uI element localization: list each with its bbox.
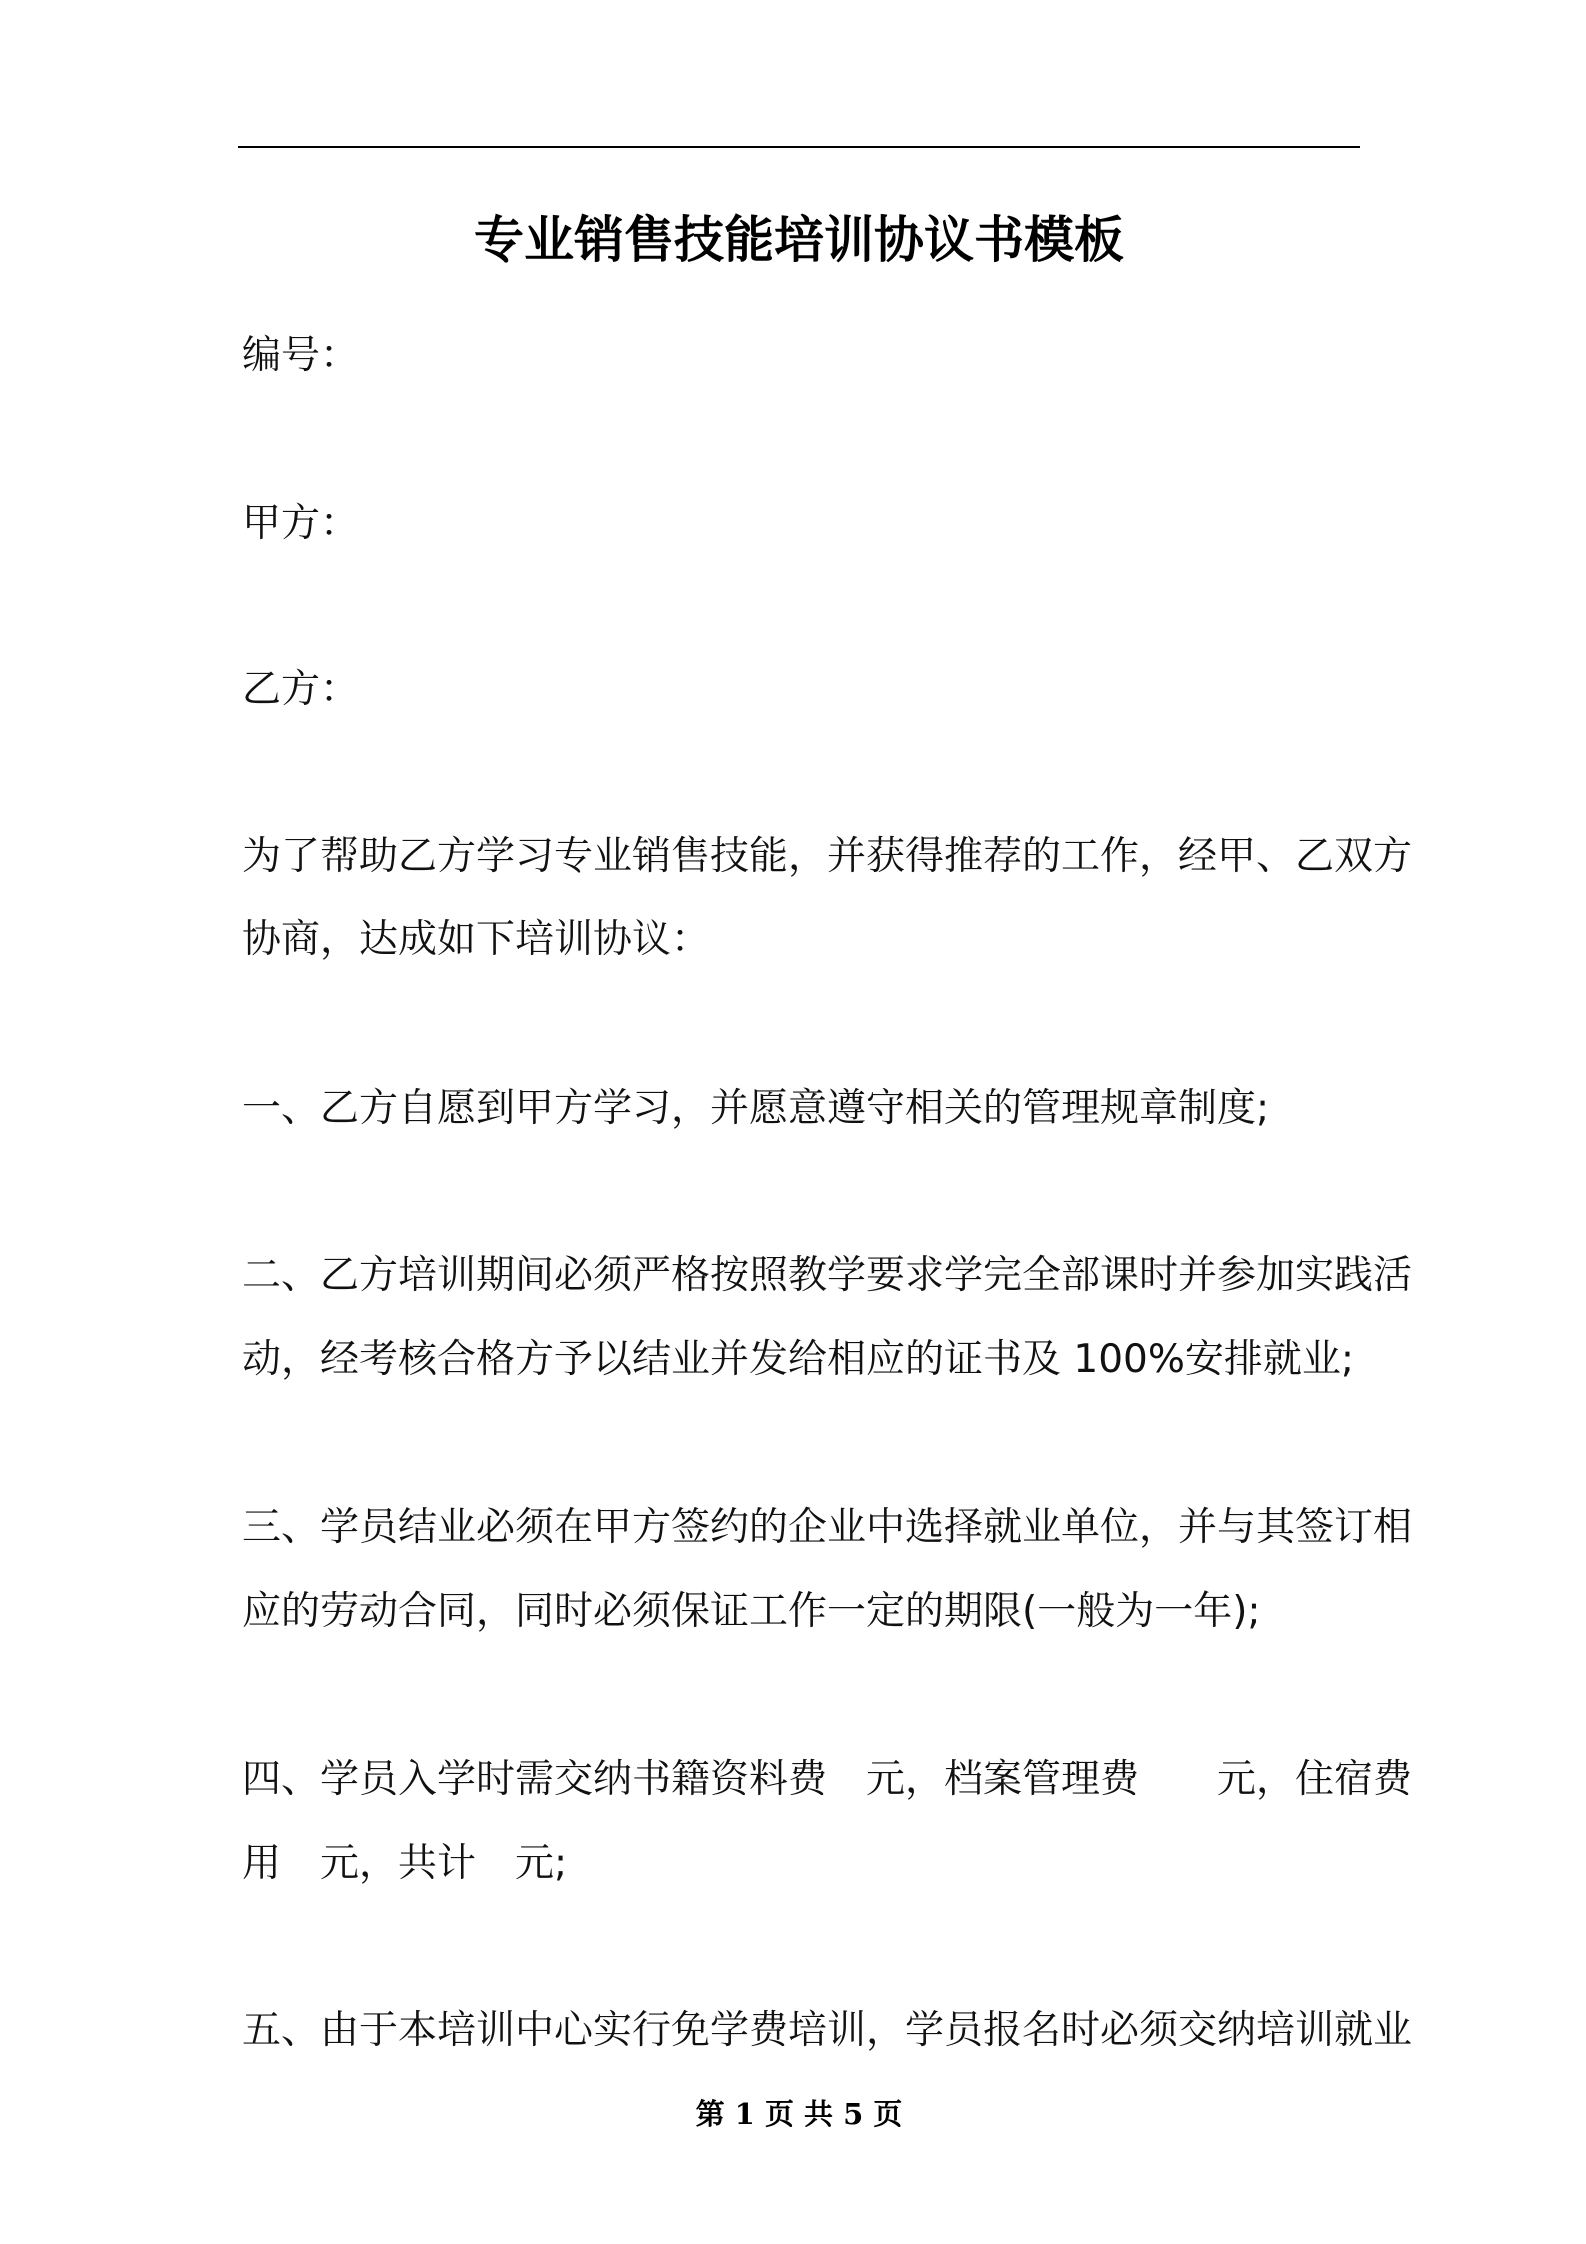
- clause-line: 一、乙方自愿到甲方学习，并愿意遵守相关的管理规章制度;: [242, 1086, 1270, 1131]
- party-b-label: 乙方：: [242, 667, 360, 712]
- clause-line: 四、学员入学时需交纳书籍资料费 元，档案管理费 元，住宿费: [242, 1757, 1413, 1802]
- intro-line: 协商，达成如下培训协议：: [242, 917, 711, 962]
- clause-line: 应的劳动合同，同时必须保证工作一定的期限(一般为一年);: [242, 1589, 1261, 1634]
- clause-line: 三、学员结业必须在甲方签约的企业中选择就业单位，并与其签订相: [242, 1505, 1413, 1550]
- number-label: 编号：: [242, 333, 360, 378]
- page-footer: 第 1 页 共 5 页: [695, 2097, 903, 2131]
- clause-line: 二、乙方培训期间必须严格按照教学要求学完全部课时并参加实践活: [242, 1253, 1413, 1298]
- clause-line: 用 元，共计 元;: [242, 1841, 568, 1886]
- intro-line: 为了帮助乙方学习专业销售技能，并获得推荐的工作，经甲、乙双方: [242, 834, 1413, 879]
- clause-line: 五、由于本培训中心实行免学费培训，学员报名时必须交纳培训就业: [242, 2008, 1413, 2053]
- party-a-label: 甲方：: [242, 501, 360, 546]
- header-rule: [238, 146, 1360, 148]
- clause-line: 动，经考核合格方予以结业并发给相应的证书及 100%安排就业;: [242, 1337, 1355, 1382]
- document-title: 专业销售技能培训协议书模板: [474, 211, 1124, 269]
